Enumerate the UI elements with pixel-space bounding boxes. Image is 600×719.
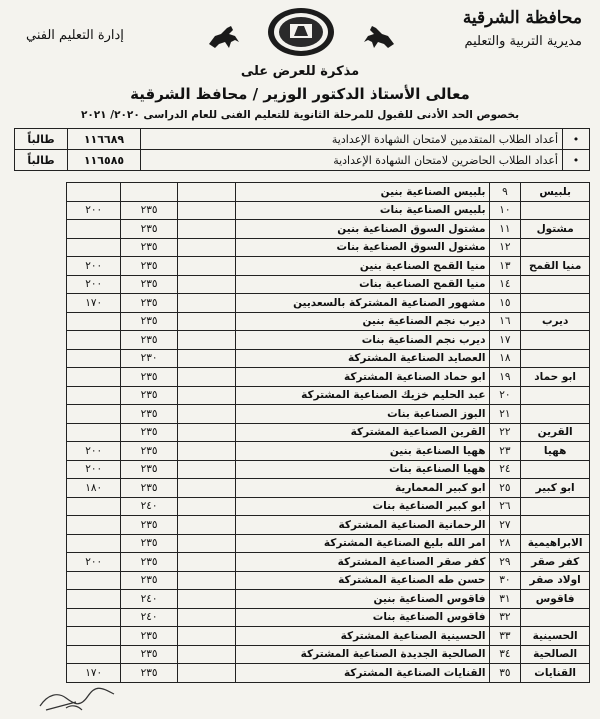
- summary-label: أعداد الطلاب المتقدمين لامتحان الشهادة الإعدادية: [141, 129, 563, 150]
- city-cell: [521, 294, 590, 313]
- directorate-name: مديرية التربية والتعليم: [464, 34, 582, 49]
- school-name: عبد الحليم خزيك الصناعية المشتركة: [236, 386, 489, 405]
- blank-cell: [177, 423, 235, 442]
- city-cell: [521, 331, 590, 350]
- blank-cell: [177, 183, 235, 202]
- table-row: [67, 312, 590, 331]
- second-score: [67, 571, 121, 590]
- second-score: ٢٠٠: [67, 442, 121, 461]
- min-score: ٢٣٥: [121, 201, 177, 220]
- second-score: [67, 349, 121, 368]
- table-row: [67, 201, 590, 220]
- memo-title: [0, 64, 600, 121]
- blank-cell: [177, 664, 235, 683]
- signature-scribble: [36, 684, 126, 712]
- blank-cell: [177, 534, 235, 553]
- row-number: ٢٠: [489, 386, 521, 405]
- table-row: [67, 423, 590, 442]
- school-name: حسن طه الصناعية المشتركة: [236, 571, 489, 590]
- min-score: ٢٣٥: [121, 479, 177, 498]
- second-score: [67, 386, 121, 405]
- summary-row: [15, 150, 590, 171]
- department-name: إدارة التعليم الفني: [26, 28, 124, 43]
- row-number: ٢٧: [489, 516, 521, 535]
- second-score: [67, 368, 121, 387]
- second-score: [67, 534, 121, 553]
- table-row: [67, 368, 590, 387]
- school-name: ابو كبير المعمارية: [236, 479, 489, 498]
- city-cell: منيا القمح: [521, 257, 590, 276]
- min-score: ٢٣٥: [121, 553, 177, 572]
- blank-cell: [177, 201, 235, 220]
- city-cell: الصالحية: [521, 645, 590, 664]
- blank-cell: [177, 460, 235, 479]
- table-row: [67, 331, 590, 350]
- blank-cell: [177, 312, 235, 331]
- second-score: [67, 590, 121, 609]
- school-name: العصايد الصناعية المشتركة: [236, 349, 489, 368]
- summary-table: [14, 128, 590, 171]
- blank-cell: [177, 257, 235, 276]
- city-cell: ابو كبير: [521, 479, 590, 498]
- city-cell: الحسينية: [521, 627, 590, 646]
- table-row: [67, 238, 590, 257]
- table-row: [67, 479, 590, 498]
- blank-cell: [177, 405, 235, 424]
- school-name: ابو كبير الصناعية بنات: [236, 497, 489, 516]
- blank-cell: [177, 220, 235, 239]
- school-name: مشتول السوق الصناعية بنين: [236, 220, 489, 239]
- blank-cell: [177, 275, 235, 294]
- table-row: [67, 386, 590, 405]
- table-row: [67, 294, 590, 313]
- row-number: ٢١: [489, 405, 521, 424]
- summary-unit: طالباً: [15, 129, 68, 150]
- second-score: [67, 405, 121, 424]
- blank-cell: [177, 294, 235, 313]
- min-score: ٢٣٥: [121, 386, 177, 405]
- school-name: القرين الصناعية المشتركة: [236, 423, 489, 442]
- table-row: [67, 590, 590, 609]
- row-number: ١٩: [489, 368, 521, 387]
- min-score: ٢٣٥: [121, 331, 177, 350]
- row-number: ٢٢: [489, 423, 521, 442]
- school-name: فاقوس الصناعية بنات: [236, 608, 489, 627]
- min-score: ٢٣٥: [121, 516, 177, 535]
- min-score: ٢٣٥: [121, 442, 177, 461]
- blank-cell: [177, 553, 235, 572]
- row-number: ١٥: [489, 294, 521, 313]
- school-name: ديرب نجم الصناعية بنات: [236, 331, 489, 350]
- school-name: كفر صقر الصناعية المشتركة: [236, 553, 489, 572]
- school-name: بلبيس الصناعية بنات: [236, 201, 489, 220]
- table-row: [67, 571, 590, 590]
- city-cell: ههيا: [521, 442, 590, 461]
- school-name: مشهور الصناعية المشتركة بالسعديين: [236, 294, 489, 313]
- school-name: ديرب نجم الصناعية بنين: [236, 312, 489, 331]
- blank-cell: [177, 590, 235, 609]
- min-score: ٢٣٥: [121, 275, 177, 294]
- school-name: فاقوس الصناعية بنين: [236, 590, 489, 609]
- table-row: [67, 257, 590, 276]
- second-score: [67, 423, 121, 442]
- school-name: الصالحية الجديدة الصناعية المشتركة: [236, 645, 489, 664]
- summary-bullet: •: [563, 129, 590, 150]
- second-score: [67, 516, 121, 535]
- row-number: ٢٩: [489, 553, 521, 572]
- row-number: ١٠: [489, 201, 521, 220]
- blank-cell: [177, 238, 235, 257]
- blank-cell: [177, 442, 235, 461]
- city-cell: [521, 460, 590, 479]
- memo-heading: مذكرة للعرض على: [240, 64, 360, 79]
- blank-cell: [177, 497, 235, 516]
- row-number: ٣١: [489, 590, 521, 609]
- letterhead: [0, 0, 600, 62]
- second-score: ٢٠٠: [67, 257, 121, 276]
- city-cell: ديرب: [521, 312, 590, 331]
- row-number: ٢٨: [489, 534, 521, 553]
- city-cell: [521, 201, 590, 220]
- memo-addressee: معالى الأستاذ الدكتور الوزير / محافظ الشرقية: [130, 85, 470, 103]
- second-score: ١٨٠: [67, 479, 121, 498]
- second-score: ٢٠٠: [67, 275, 121, 294]
- school-name: منيا القمح الصناعية بنات: [236, 275, 489, 294]
- row-number: ١٣: [489, 257, 521, 276]
- table-row: [67, 516, 590, 535]
- table-row: [67, 442, 590, 461]
- second-score: ٢٠٠: [67, 553, 121, 572]
- table-row: [67, 664, 590, 683]
- governorate-emblem-icon: [266, 6, 336, 58]
- min-score: ٢٣٥: [121, 571, 177, 590]
- school-name: منيا القمح الصناعية بنين: [236, 257, 489, 276]
- table-row: [67, 183, 590, 202]
- table-row: [67, 460, 590, 479]
- summary-value: ١١٦٥٨٥: [68, 150, 141, 171]
- city-cell: فاقوس: [521, 590, 590, 609]
- table-row: [67, 608, 590, 627]
- table-row: [67, 349, 590, 368]
- second-score: ٢٠٠: [67, 201, 121, 220]
- row-number: ٢٣: [489, 442, 521, 461]
- min-score: ٢٣٠: [121, 349, 177, 368]
- second-score: [67, 645, 121, 664]
- row-number: ٢٤: [489, 460, 521, 479]
- city-cell: الابراهيمية: [521, 534, 590, 553]
- second-score: [67, 312, 121, 331]
- second-score: ١٧٠: [67, 664, 121, 683]
- min-score: ٢٣٥: [121, 312, 177, 331]
- row-number: ١٤: [489, 275, 521, 294]
- summary-label: أعداد الطلاب الحاضرين لامتحان الشهادة الإعدادية: [141, 150, 563, 171]
- school-name: ههيا الصناعية بنات: [236, 460, 489, 479]
- blank-cell: [177, 386, 235, 405]
- school-name: ابو حماد الصناعية المشتركة: [236, 368, 489, 387]
- row-number: ٣٣: [489, 627, 521, 646]
- second-score: [67, 220, 121, 239]
- row-number: ٣٠: [489, 571, 521, 590]
- min-score: ٢٣٥: [121, 664, 177, 683]
- city-cell: بلبيس: [521, 183, 590, 202]
- city-cell: [521, 516, 590, 535]
- school-name: مشتول السوق الصناعية بنات: [236, 238, 489, 257]
- blank-cell: [177, 516, 235, 535]
- admission-table: [66, 182, 590, 683]
- school-name: الرحمانية الصناعية المشتركة: [236, 516, 489, 535]
- blank-cell: [177, 349, 235, 368]
- second-score: [67, 183, 121, 202]
- governorate-name: محافظة الشرقية: [462, 8, 582, 28]
- city-cell: [521, 349, 590, 368]
- row-number: ٣٥: [489, 664, 521, 683]
- second-score: [67, 608, 121, 627]
- min-score: ٢٣٥: [121, 645, 177, 664]
- min-score: ٢٣٥: [121, 534, 177, 553]
- table-row: [67, 220, 590, 239]
- city-cell: [521, 405, 590, 424]
- city-cell: مشتول: [521, 220, 590, 239]
- blank-cell: [177, 368, 235, 387]
- min-score: ٢٣٥: [121, 238, 177, 257]
- row-number: ٢٥: [489, 479, 521, 498]
- min-score: ٢٤٠: [121, 590, 177, 609]
- blank-cell: [177, 571, 235, 590]
- city-cell: [521, 608, 590, 627]
- city-cell: كفر صقر: [521, 553, 590, 572]
- row-number: ٢٦: [489, 497, 521, 516]
- blank-cell: [177, 479, 235, 498]
- row-number: ٣٤: [489, 645, 521, 664]
- letterhead-right: [463, 8, 582, 49]
- summary-row: [15, 129, 590, 150]
- second-score: [67, 238, 121, 257]
- min-score: ٢٣٥: [121, 423, 177, 442]
- city-cell: [521, 238, 590, 257]
- row-number: ١١: [489, 220, 521, 239]
- row-number: ١٨: [489, 349, 521, 368]
- table-row: [67, 645, 590, 664]
- table-row: [67, 534, 590, 553]
- min-score: ٢٣٥: [121, 294, 177, 313]
- school-name: القنايات الصناعية المشتركة: [236, 664, 489, 683]
- school-name: امر الله بليغ الصناعية المشتركة: [236, 534, 489, 553]
- horse-icon: [362, 24, 396, 50]
- second-score: [67, 331, 121, 350]
- city-cell: [521, 497, 590, 516]
- row-number: ٣٢: [489, 608, 521, 627]
- min-score: ٢٣٥: [121, 460, 177, 479]
- summary-value: ١١٦٦٨٩: [68, 129, 141, 150]
- memo-subject: بخصوص الحد الأدنى للقبول للمرحلة الثانوية للتعليم الفنى للعام الدراسى ٢٠٢٠/ ٢٠٢١: [80, 109, 520, 121]
- city-cell: ابو حماد: [521, 368, 590, 387]
- blank-cell: [177, 608, 235, 627]
- summary-bullet: •: [563, 150, 590, 171]
- row-number: ١٢: [489, 238, 521, 257]
- school-name: ههيا الصناعية بنين: [236, 442, 489, 461]
- blank-cell: [177, 331, 235, 350]
- city-cell: اولاد صقر: [521, 571, 590, 590]
- row-number: ٩: [489, 183, 521, 202]
- min-score: ٢٣٥: [121, 627, 177, 646]
- city-cell: [521, 275, 590, 294]
- min-score: ٢٣٥: [121, 220, 177, 239]
- city-cell: القرين: [521, 423, 590, 442]
- min-score: ٢٣٥: [121, 257, 177, 276]
- school-name: البوز الصناعية بنات: [236, 405, 489, 424]
- table-row: [67, 553, 590, 572]
- table-row: [67, 405, 590, 424]
- table-row: [67, 497, 590, 516]
- horse-icon: [207, 24, 241, 50]
- second-score: ١٧٠: [67, 294, 121, 313]
- row-number: ١٦: [489, 312, 521, 331]
- min-score: ٢٣٥: [121, 405, 177, 424]
- blank-cell: [177, 645, 235, 664]
- min-score: ٢٤٠: [121, 497, 177, 516]
- table-row: [67, 627, 590, 646]
- min-score: [121, 183, 177, 202]
- min-score: ٢٤٠: [121, 608, 177, 627]
- row-number: ١٧: [489, 331, 521, 350]
- min-score: ٢٣٥: [121, 368, 177, 387]
- table-row: [67, 275, 590, 294]
- city-cell: [521, 386, 590, 405]
- school-name: الحسينية الصناعية المشتركة: [236, 627, 489, 646]
- city-cell: القنايات: [521, 664, 590, 683]
- second-score: [67, 497, 121, 516]
- school-name: بلبيس الصناعية بنين: [236, 183, 489, 202]
- summary-unit: طالباً: [15, 150, 68, 171]
- second-score: [67, 627, 121, 646]
- blank-cell: [177, 627, 235, 646]
- second-score: ٢٠٠: [67, 460, 121, 479]
